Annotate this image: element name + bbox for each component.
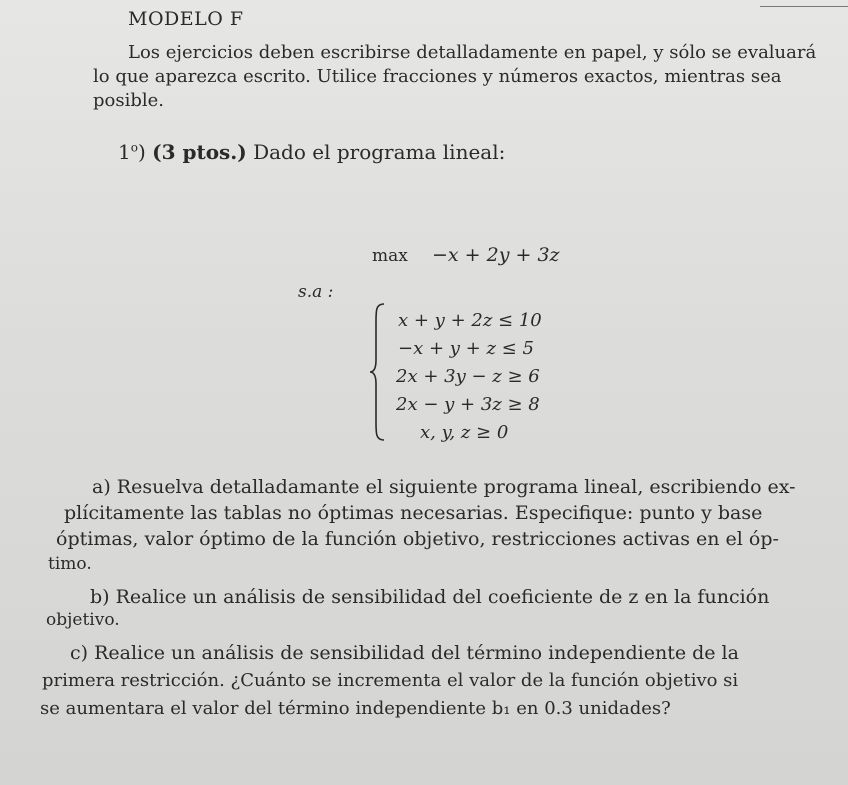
question-intro: Dado el programa lineal: <box>253 140 506 164</box>
part-b-line-1: b) Realice un análisis de sensibilidad del coeficiente de z en la función <box>90 586 770 608</box>
question-heading <box>118 140 505 164</box>
question-points: (3 ptos.) <box>152 140 247 164</box>
part-a-line-4: timo. <box>48 554 92 574</box>
instructions-line-3: posible. <box>93 90 165 111</box>
part-a-line-1: a) Resuelva detalladamante el siguiente programa lineal, escribiendo ex- <box>92 476 796 498</box>
part-b-line-2: objetivo. <box>46 610 120 630</box>
constraint-3: 2x + 3y − z ≥ 6 <box>396 366 540 387</box>
constraint-1: x + y + 2z ≤ 10 <box>398 310 542 331</box>
objective-label: max <box>372 246 408 266</box>
constraint-brace <box>368 302 388 442</box>
instructions-line-1: Los ejercicios deben escribirse detalladamente en papel, y sólo se evaluará <box>128 42 817 63</box>
constraint-4: 2x − y + 3z ≥ 8 <box>396 394 540 415</box>
constraint-nonnegativity: x, y, z ≥ 0 <box>420 422 509 443</box>
part-a-line-2: plícitamente las tablas no óptimas necesarias. Especifique: punto y base <box>64 502 763 524</box>
objective-function: −x + 2y + 3z <box>432 244 560 266</box>
part-c-line-2: primera restricción. ¿Cuánto se incrementa el valor de la función objetivo si <box>42 670 739 691</box>
model-title: MODELO F <box>128 8 244 30</box>
subject-to-label: s.a : <box>298 282 334 302</box>
part-c-line-1: c) Realice un análisis de sensibilidad del término independiente de la <box>70 642 739 664</box>
corner-rule <box>760 6 848 7</box>
instructions-line-2: lo que aparezca escrito. Utilice fracciones y números exactos, mientras sea <box>93 66 782 87</box>
part-a-line-3: óptimas, valor óptimo de la función objetivo, restricciones activas en el óp- <box>56 528 779 550</box>
constraint-2: −x + y + z ≤ 5 <box>398 338 534 359</box>
part-c-line-3: se aumentara el valor del término independiente b₁ en 0.3 unidades? <box>40 698 671 719</box>
question-number: 1$^o$) <box>118 140 146 164</box>
